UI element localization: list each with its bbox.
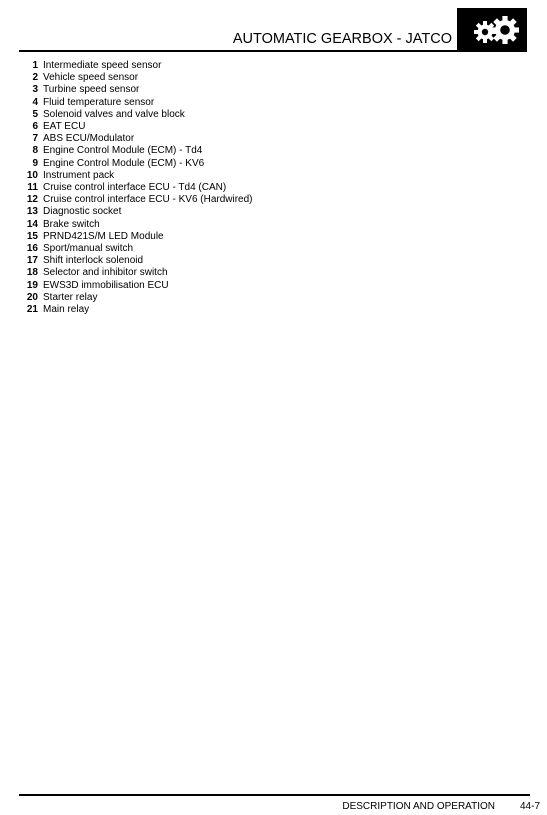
list-item	[20, 109, 253, 121]
list-item	[20, 219, 253, 231]
item-label: Engine Control Module (ECM) - KV6	[43, 157, 205, 169]
item-number: 7	[32, 133, 38, 145]
list-item	[20, 121, 253, 133]
list-item	[20, 292, 253, 304]
item-number: 15	[26, 230, 38, 242]
list-item	[20, 133, 253, 145]
component-legend	[20, 60, 253, 316]
item-label: Vehicle speed sensor	[43, 72, 139, 84]
item-number: 20	[26, 291, 38, 303]
item-label: Intermediate speed sensor	[43, 60, 162, 71]
item-label: Solenoid valves and valve block	[43, 108, 185, 120]
list-item	[20, 84, 253, 96]
item-label: Turbine speed sensor	[43, 84, 140, 96]
footer-rule	[19, 794, 530, 796]
list-item	[20, 145, 253, 157]
item-number: 18	[26, 267, 38, 279]
gears-icon	[457, 8, 527, 52]
item-number: 16	[26, 243, 38, 255]
list-item	[20, 182, 253, 194]
list-item	[20, 72, 253, 84]
item-label: PRND421S/M LED Module	[43, 230, 164, 242]
item-label: Selector and inhibitor switch	[43, 267, 168, 279]
item-number: 4	[32, 96, 38, 108]
list-item	[20, 60, 253, 72]
item-label: EAT ECU	[43, 121, 86, 133]
item-number: 13	[26, 206, 38, 218]
item-number: 1	[32, 60, 38, 71]
list-item	[20, 280, 253, 292]
list-item	[20, 97, 253, 109]
item-number: 14	[26, 218, 38, 230]
item-number: 3	[32, 84, 38, 96]
item-label: Engine Control Module (ECM) - Td4	[43, 145, 203, 157]
page-title: AUTOMATIC GEARBOX - JATCO	[232, 31, 452, 47]
list-item	[20, 194, 253, 206]
item-label: Fluid temperature sensor	[43, 96, 155, 108]
item-label: EWS3D immobilisation ECU	[43, 279, 169, 291]
item-number: 17	[26, 255, 38, 267]
item-label: Starter relay	[43, 291, 98, 303]
item-number: 9	[32, 157, 38, 169]
page-number: 44-7	[519, 801, 540, 812]
item-label: Sport/manual switch	[43, 243, 134, 255]
item-number: 19	[26, 279, 38, 291]
item-label: Main relay	[43, 304, 90, 316]
item-number: 10	[26, 169, 38, 181]
section-icon-block	[457, 8, 527, 52]
item-label: Cruise control interface ECU - KV6 (Hardwired)	[43, 194, 253, 206]
item-number: 6	[32, 121, 38, 133]
item-number: 2	[32, 72, 38, 84]
header-rule	[19, 50, 457, 52]
list-item	[20, 170, 253, 182]
item-number: 5	[32, 108, 38, 120]
list-item	[20, 255, 253, 267]
list-item	[20, 304, 253, 316]
item-label: Instrument pack	[43, 169, 115, 181]
item-number: 21	[26, 304, 38, 316]
item-number: 12	[26, 194, 38, 206]
item-number: 11	[27, 182, 38, 194]
footer-section-title: DESCRIPTION AND OPERATION	[342, 801, 495, 812]
list-item	[20, 267, 253, 279]
item-number: 8	[32, 145, 38, 157]
item-label: Brake switch	[43, 218, 100, 230]
item-label: Cruise control interface ECU - Td4 (CAN)	[43, 182, 227, 194]
item-label: Shift interlock solenoid	[43, 255, 144, 267]
list-item	[20, 158, 253, 170]
item-label: Diagnostic socket	[43, 206, 122, 218]
list-item	[20, 206, 253, 218]
list-item	[20, 243, 253, 255]
item-label: ABS ECU/Modulator	[43, 133, 135, 145]
list-item	[20, 231, 253, 243]
